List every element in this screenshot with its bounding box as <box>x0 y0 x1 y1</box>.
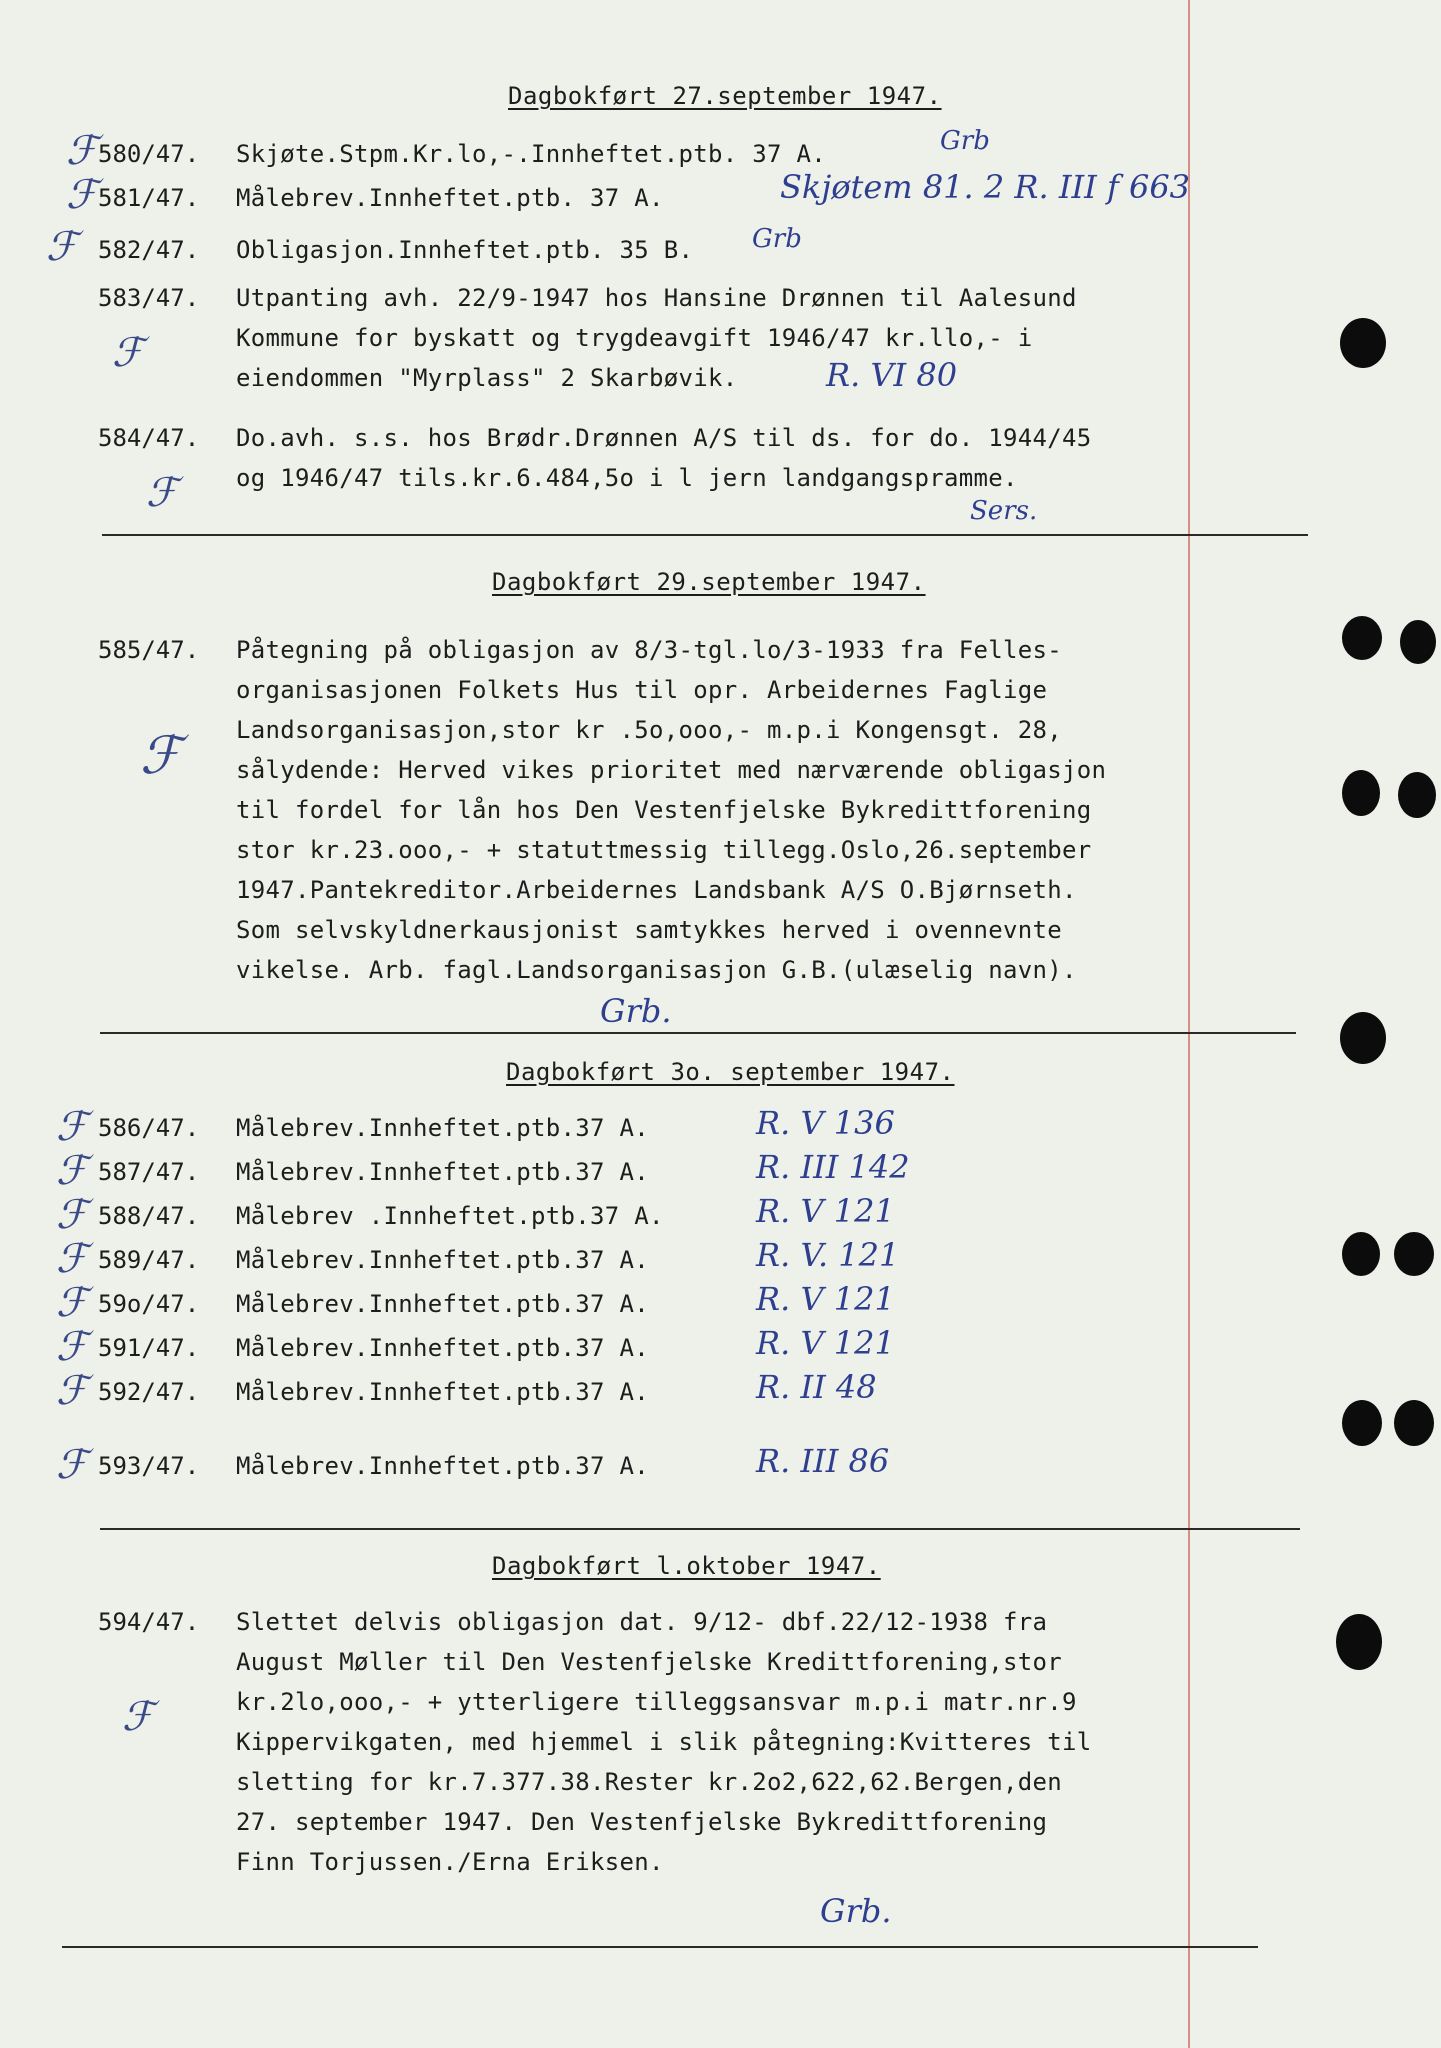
entry-number: 581/47. <box>98 184 200 212</box>
entry-text: Obligasjon.Innheftet.ptb. 35 B. <box>236 236 694 264</box>
handwritten-note: R. V 121 <box>756 1280 895 1318</box>
clerk-initial-icon: ℱ <box>46 224 78 270</box>
punch-hole-icon <box>1394 1232 1434 1276</box>
handwritten-note: Grb <box>940 126 990 156</box>
clerk-initial-icon: ℱ <box>56 1104 88 1150</box>
entry-text: Do.avh. s.s. hos Brødr.Drønnen A/S til ds. for do. 1944/45 og 1946/47 tils.kr.6.484,5o i l jern landgangspramme. <box>236 424 1092 492</box>
punch-hole-icon <box>1342 770 1380 816</box>
clerk-initial-icon: ℱ <box>56 1442 88 1488</box>
section-heading: Dagbokført l.oktober 1947. <box>492 1552 881 1580</box>
section-divider <box>100 1528 1300 1530</box>
entry-number: 587/47. <box>98 1158 200 1186</box>
entry-text: Målebrev.Innheftet.ptb.37 A. <box>236 1246 649 1274</box>
entry-number: 582/47. <box>98 236 200 264</box>
entry-text: Målebrev.Innheftet.ptb.37 A. <box>236 1158 649 1186</box>
handwritten-note: R. III 142 <box>756 1148 910 1186</box>
handwritten-note: Grb. <box>600 992 672 1030</box>
handwritten-note: Skjøtem 81. 2 R. III f 663 <box>780 168 1191 206</box>
clerk-initial-icon: ℱ <box>56 1236 88 1282</box>
clerk-initial-icon: ℱ <box>56 1324 88 1370</box>
section-heading: Dagbokført 29.september 1947. <box>492 568 926 596</box>
entry-number: 594/47. <box>98 1608 200 1636</box>
entry-number: 593/47. <box>98 1452 200 1480</box>
clerk-initial-icon: ℱ <box>122 1694 154 1740</box>
handwritten-note: R. V. 121 <box>756 1236 900 1274</box>
entry-number: 591/47. <box>98 1334 200 1362</box>
handwritten-note: R. V 136 <box>756 1104 895 1142</box>
clerk-initial-icon: ℱ <box>66 128 98 174</box>
handwritten-note: R. V 121 <box>756 1192 895 1230</box>
punch-hole-icon <box>1336 1614 1382 1670</box>
entry-text: Målebrev.Innheftet.ptb.37 A. <box>236 1114 649 1142</box>
punch-hole-icon <box>1340 318 1386 368</box>
entry-text: Målebrev.Innheftet.ptb.37 A. <box>236 1334 649 1362</box>
handwritten-note: R. V 121 <box>756 1324 895 1362</box>
entry-number: 589/47. <box>98 1246 200 1274</box>
handwritten-note: Sers. <box>970 496 1038 526</box>
clerk-initial-icon: ℱ <box>56 1192 88 1238</box>
entry-number: 584/47. <box>98 424 200 452</box>
entry-number: 586/47. <box>98 1114 200 1142</box>
handwritten-note: R. II 48 <box>756 1368 877 1406</box>
handwritten-note: Grb <box>752 224 802 254</box>
entry-text: Målebrev.Innheftet.ptb.37 A. <box>236 1378 649 1406</box>
entry-number: 583/47. <box>98 284 200 312</box>
section-divider <box>100 1032 1296 1034</box>
entry-text: Skjøte.Stpm.Kr.lo,-.Innheftet.ptb. 37 A. <box>236 140 826 168</box>
clerk-initial-icon: ℱ <box>56 1148 88 1194</box>
clerk-initial-icon: ℱ <box>56 1280 88 1326</box>
entry-number: 588/47. <box>98 1202 200 1230</box>
entry-number: 59o/47. <box>98 1290 200 1318</box>
entry-number: 585/47. <box>98 636 200 664</box>
clerk-initial-icon: ℱ <box>146 470 178 516</box>
red-margin-line <box>1188 0 1190 2048</box>
punch-hole-icon <box>1398 772 1436 818</box>
punch-hole-icon <box>1342 616 1382 660</box>
entry-text: Målebrev.Innheftet.ptb. 37 A. <box>236 184 664 212</box>
punch-hole-icon <box>1340 1012 1386 1064</box>
entry-text: Påtegning på obligasjon av 8/3-tgl.lo/3-1933 fra Felles- organisasjonen Folkets Hus til opr. Arbeidernes Faglige Landsorganisasjon,stor kr .5o,ooo,- m.p.i Kongensgt. 28, sålydende: Herved vikes prioritet med nærværende obligasjon til fordel for lån hos Den Vestenfjelske Bykredittforening stor kr.23.ooo,- + statuttmessig tillegg.Oslo,26.september 1947.Pantekreditor.Arbeidernes Landsbank A/S O.Bjørnseth. Som selvskyldnerkausjonist samtykkes herved i ovennevnte vikelse. Arb. fagl.Landsorganisasjon G.B.(ulæselig navn). <box>236 636 1107 984</box>
section-divider <box>102 534 1308 536</box>
section-divider <box>62 1946 1258 1948</box>
entry-text: Slettet delvis obligasjon dat. 9/12- dbf.22/12-1938 fra August Møller til Den Vestenfjelske Kredittforening,stor kr.2lo,ooo,- + ytterligere tilleggsansvar m.p.i matr.nr.9 Kippervikgaten, med hjemmel i slik påtegning:Kvitteres til sletting for kr.7.377.38.Rester kr.2o2,622,62.Bergen,den 27. september 1947. Den Vestenfjelske Bykredittforening Finn Torjussen./Erna Eriksen. <box>236 1608 1092 1876</box>
clerk-initial-icon: ℱ <box>140 726 181 786</box>
handwritten-note: R. III 86 <box>756 1442 890 1480</box>
handwritten-note: Grb. <box>820 1892 892 1930</box>
entry-text: Målebrev .Innheftet.ptb.37 A. <box>236 1202 664 1230</box>
punch-hole-icon <box>1342 1232 1380 1276</box>
section-heading: Dagbokført 3o. september 1947. <box>506 1058 955 1086</box>
entry-text: Målebrev.Innheftet.ptb.37 A. <box>236 1290 649 1318</box>
clerk-initial-icon: ℱ <box>56 1368 88 1414</box>
punch-hole-icon <box>1394 1400 1434 1446</box>
punch-hole-icon <box>1342 1400 1382 1446</box>
section-heading: Dagbokført 27.september 1947. <box>508 82 942 110</box>
clerk-initial-icon: ℱ <box>112 330 144 376</box>
punch-hole-icon <box>1400 620 1436 664</box>
clerk-initial-icon: ℱ <box>66 172 98 218</box>
handwritten-note: R. VI 80 <box>826 356 958 394</box>
entry-text: Utpanting avh. 22/9-1947 hos Hansine Drønnen til Aalesund Kommune for byskatt og trygdeavgift 1946/47 kr.llo,- i eiendommen "Myrplass" 2 Skarbøvik. <box>236 284 1077 392</box>
entry-number: 592/47. <box>98 1378 200 1406</box>
entry-text: Målebrev.Innheftet.ptb.37 A. <box>236 1452 649 1480</box>
entry-number: 580/47. <box>98 140 200 168</box>
